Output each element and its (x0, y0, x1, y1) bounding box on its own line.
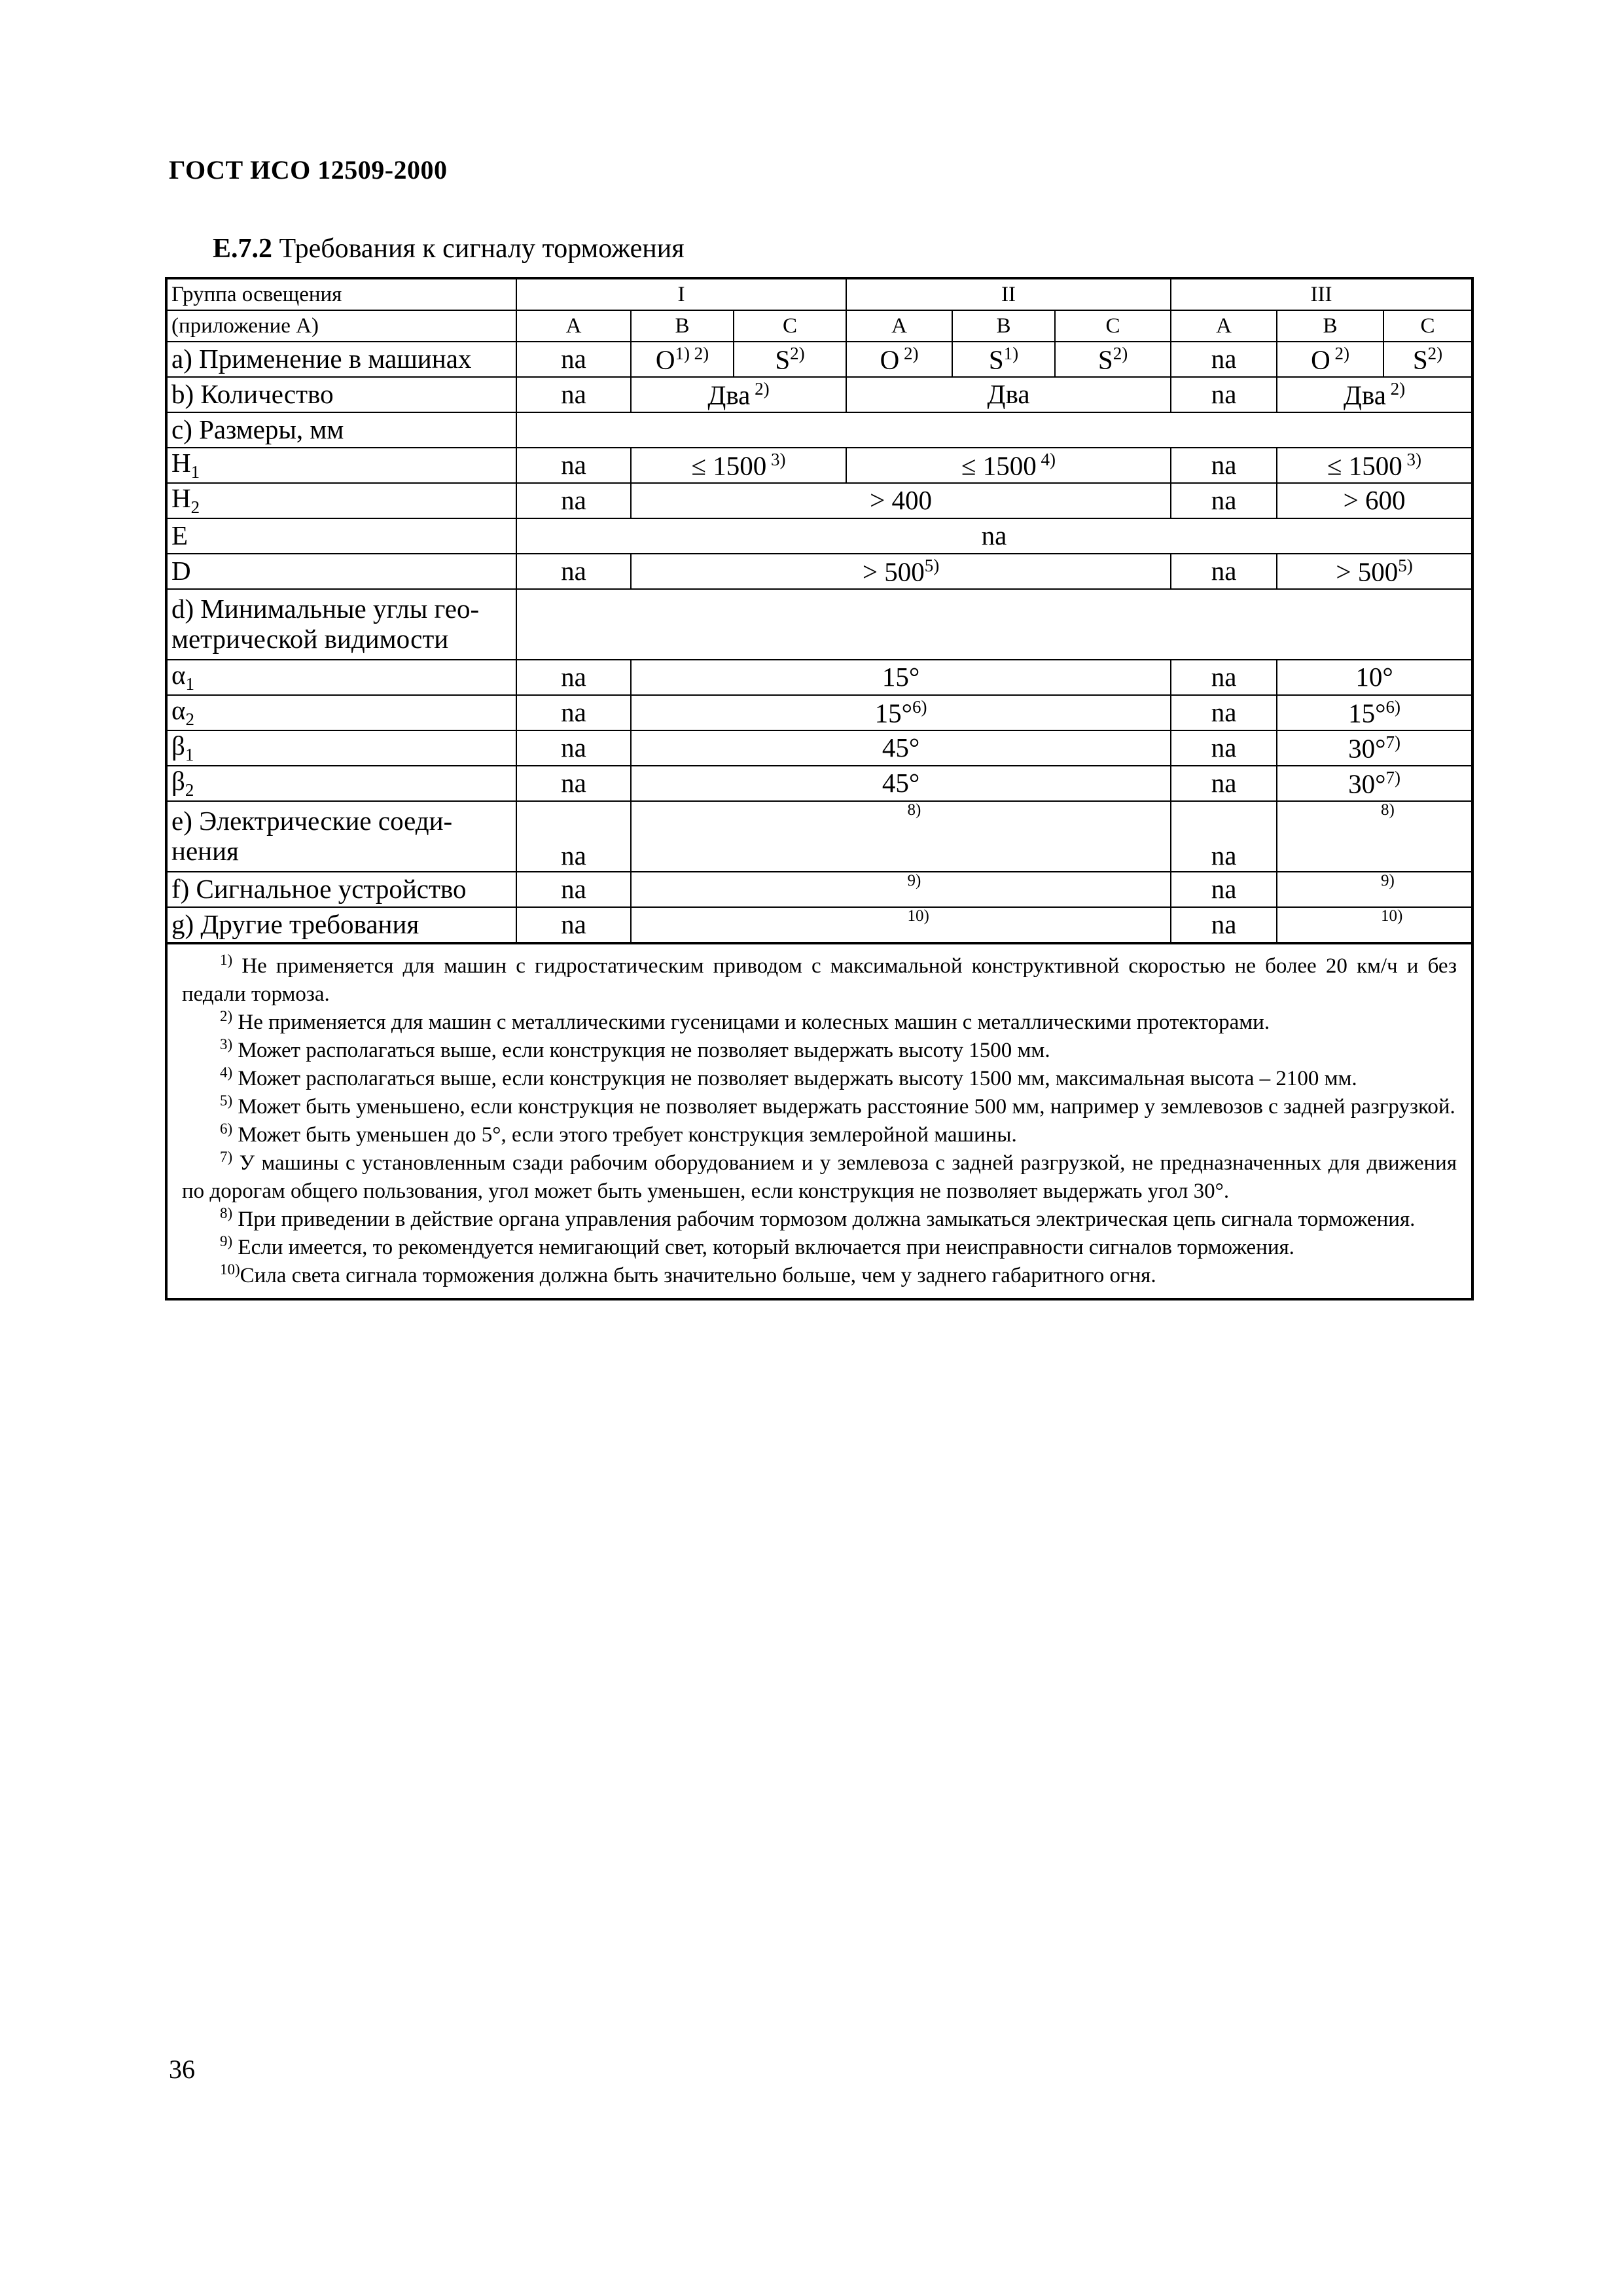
header-group-1: I (516, 278, 846, 310)
footnote-ref: 7) (1385, 767, 1400, 787)
footnote: $^{1)}$ Не применяется для машин с гидростатическим приводом с максимальной конструктивной скоростью не более 20 км/ч и без педали тормоза. (182, 952, 1457, 1006)
subcol-1a: A (516, 310, 631, 342)
section-title-text: Требования к сигналу торможения (279, 234, 685, 264)
row-e (166, 518, 1472, 554)
row-label: e) Электрические соеди- нения (166, 801, 516, 872)
subcol-2a: A (846, 310, 952, 342)
requirements-table-wrapper (165, 277, 1474, 1300)
row-electrical (166, 801, 1472, 872)
table-cell: na (1171, 766, 1277, 801)
table-cell: Два (846, 377, 1171, 412)
row-label: $H_2$ (166, 483, 516, 518)
footnote: $^{10)}$Сила света сигнала торможения должна быть значительно больше, чем у заднего габаритного огня. (220, 1261, 1156, 1287)
table-cell: S$^{1)}$ (952, 342, 1055, 377)
table-cell: S$^{2)}$ (1055, 342, 1171, 377)
table-cell: na (1171, 872, 1277, 907)
subcol-1c: C (734, 310, 846, 342)
table-cell: na (1171, 554, 1277, 589)
footnote: $^{6)}$ Может быть уменьшен до 5°, если этого требует конструкция землеройной машины. (220, 1121, 1017, 1147)
footnote-ref: 2) (750, 378, 770, 399)
footnote-ref: 9) (907, 872, 921, 889)
section-number: E.7.2 (213, 234, 273, 264)
table-cell (516, 589, 1472, 660)
row-beta1 (166, 730, 1472, 766)
section-title (213, 233, 685, 264)
footnote: $^{9)}$ Если имеется, то рекомендуется немигающий свет, который включается при неисправности сигналов торможения. (220, 1233, 1294, 1259)
footnote-ref: 4) (1036, 449, 1056, 469)
footnote-ref: 1) (1003, 343, 1019, 363)
row-quantity (166, 377, 1472, 412)
row-label: $\beta_2$ (166, 766, 516, 801)
row-label: $\alpha_2$ (166, 695, 516, 730)
row-label: D (166, 554, 516, 589)
row-label: g) Другие требования (166, 907, 516, 943)
table-cell: 10° (1277, 660, 1472, 695)
footnote: $^{5)}$ Может быть уменьшено, если конструкция не позволяет выдержать расстояние 500 мм, например у землевозов с задней разгрузкой. (220, 1092, 1455, 1119)
table-cell: na (1171, 448, 1277, 483)
row-label: c) Размеры, мм (166, 412, 516, 448)
table-cell: na (516, 766, 631, 801)
header-row-subcolumns (166, 310, 1472, 342)
footnote: $^{3)}$ Может располагаться выше, если конструкция не позволяет выдержать высоту 1500 мм. (220, 1036, 1050, 1062)
table-cell: > 400 (631, 483, 1171, 518)
table-cell: na (516, 483, 631, 518)
page-number: 36 (169, 2054, 195, 2084)
table-cell (1277, 872, 1472, 907)
row-label: f) Сигнальное устройство (166, 872, 516, 907)
subcol-3b: B (1277, 310, 1383, 342)
footnote: $^{2)}$ Не применяется для машин с металлическими гусеницами и колесных машин с металлическими протекторами. (220, 1008, 1270, 1034)
table-cell: 15°$^{6)}$ (631, 695, 1171, 730)
table-cell: na (516, 377, 631, 412)
footnote-ref: 6) (1385, 696, 1400, 717)
row-alpha2 (166, 695, 1472, 730)
footnote-ref: 8) (907, 801, 921, 819)
table-cell: Два $^{2)}$ (631, 377, 846, 412)
table-cell: 15°$^{6)}$ (1277, 695, 1472, 730)
row-label: a) Применение в машинах (166, 342, 516, 377)
footnote-ref: 1) 2) (675, 343, 709, 363)
table-cell: na (516, 801, 631, 872)
table-cell (631, 801, 1171, 872)
row-alpha1 (166, 660, 1472, 695)
table-cell: O$^{1) 2)}$ (631, 342, 734, 377)
table-cell: na (1171, 377, 1277, 412)
row-label: $\beta_1$ (166, 730, 516, 766)
footnote-ref: 6) (912, 696, 927, 717)
footnote-ref: 10) (907, 907, 929, 925)
footnote-ref: 3) (766, 449, 786, 469)
row-signal-device (166, 872, 1472, 907)
table-cell: na (1171, 695, 1277, 730)
table-cell: na (1171, 907, 1277, 943)
row-h2 (166, 483, 1472, 518)
footnote-ref: 10) (1381, 907, 1403, 925)
row-beta2 (166, 766, 1472, 801)
row-label: $\alpha_1$ (166, 660, 516, 695)
row-label: E (166, 518, 516, 554)
header-row-groups (166, 278, 1472, 310)
footnote-ref: 5) (1398, 555, 1413, 575)
footnote: $^{7)}$ У машины с установленным сзади рабочим оборудованием и у землевоза с задней разгрузкой, не предназначенных для движения по дорогам общего пользования, угол может быть уменьшен, если конструкция не позволяет выдержать угол 30°. (182, 1149, 1457, 1203)
table-cell: na (1171, 660, 1277, 695)
table-cell: > 500$^{5)}$ (1277, 554, 1472, 589)
table-cell: na (516, 872, 631, 907)
table-cell: ≤ 1500 $^{3)}$ (1277, 448, 1472, 483)
footnote-ref: 2) (1330, 343, 1349, 363)
row-h1 (166, 448, 1472, 483)
table-cell: S$^{2)}$ (1383, 342, 1472, 377)
header-group-2: II (846, 278, 1171, 310)
table-cell: > 500$^{5)}$ (631, 554, 1171, 589)
table-cell: na (516, 518, 1472, 554)
requirements-table (165, 277, 1474, 944)
row-angles (166, 589, 1472, 660)
table-cell: na (1171, 483, 1277, 518)
table-cell (1277, 801, 1472, 872)
table-cell: 15° (631, 660, 1171, 695)
table-cell: na (516, 695, 631, 730)
table-cell (631, 907, 1171, 943)
header-group-3: III (1171, 278, 1472, 310)
table-cell: na (1171, 730, 1277, 766)
footnote: $^{4)}$ Может располагаться выше, если конструкция не позволяет выдержать высоту 1500 мм, максимальная высота – 2100 мм. (220, 1064, 1357, 1090)
table-cell: na (516, 907, 631, 943)
table-cell: na (516, 660, 631, 695)
header-appendix-label: (приложение А) (166, 310, 516, 342)
footnote-ref: 2) (1385, 378, 1406, 399)
subcol-1b: B (631, 310, 734, 342)
table-cell: ≤ 1500 $^{3)}$ (631, 448, 846, 483)
table-cell: > 600 (1277, 483, 1472, 518)
table-cell: na (516, 448, 631, 483)
footnote-ref: 8) (1381, 801, 1395, 819)
table-cell: O $^{2)}$ (846, 342, 952, 377)
header-group-label: Группа освещения (166, 278, 516, 310)
table-cell: na (516, 342, 631, 377)
table-cell: S$^{2)}$ (734, 342, 846, 377)
table-cell: na (516, 554, 631, 589)
table-cell: 45° (631, 766, 1171, 801)
table-cell: Два $^{2)}$ (1277, 377, 1472, 412)
document-code: ГОСТ ИСО 12509-2000 (169, 155, 448, 185)
table-cell (1277, 907, 1472, 943)
row-other-requirements (166, 907, 1472, 943)
table-cell: 30°$^{7)}$ (1277, 730, 1472, 766)
subcol-3a: A (1171, 310, 1277, 342)
footnote-ref: 3) (1402, 449, 1422, 469)
row-dimensions (166, 412, 1472, 448)
subcol-2b: B (952, 310, 1055, 342)
table-cell: na (516, 730, 631, 766)
row-label: $H_1$ (166, 448, 516, 483)
footnote-ref: 5) (924, 555, 940, 575)
footnote-ref: 7) (1385, 732, 1400, 752)
row-label: b) Количество (166, 377, 516, 412)
table-cell: na (1171, 801, 1277, 872)
subcol-3c: C (1383, 310, 1472, 342)
footnote-ref: 2) (790, 343, 805, 363)
table-cell (516, 412, 1472, 448)
footnotes-block (165, 944, 1474, 1300)
footnote: $^{8)}$ При приведении в действие органа управления рабочим тормозом должна замыкаться электрическая цепь сигнала торможения. (220, 1205, 1416, 1231)
footnote-ref: 2) (899, 343, 919, 363)
row-label: d) Минимальные углы гео- метрической видимости (166, 589, 516, 660)
table-cell: 45° (631, 730, 1171, 766)
footnote-ref: 2) (1113, 343, 1128, 363)
row-d (166, 554, 1472, 589)
footnote-ref: 2) (1427, 343, 1443, 363)
subcol-2c: C (1055, 310, 1171, 342)
footnote-ref: 9) (1381, 872, 1395, 889)
table-cell: na (1171, 342, 1277, 377)
row-application (166, 342, 1472, 377)
table-cell: O $^{2)}$ (1277, 342, 1383, 377)
table-cell: ≤ 1500 $^{4)}$ (846, 448, 1171, 483)
table-cell (631, 872, 1171, 907)
table-cell: 30°$^{7)}$ (1277, 766, 1472, 801)
